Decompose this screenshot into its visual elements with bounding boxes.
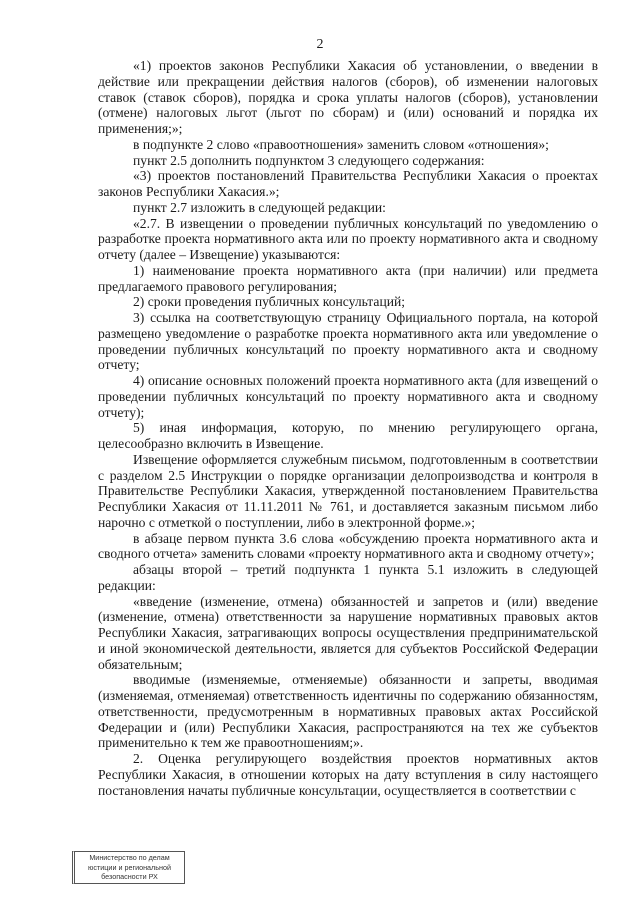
paragraph: в абзаце первом пункта 3.6 слова «обсуждению проекта нормативного акта и сводного отчета» заменить словами «проекту нормативного акта и сводному отчету»; <box>98 530 598 562</box>
paragraph: пункт 2.7 изложить в следующей редакции: <box>133 199 386 215</box>
paragraph: пункт 2.5 дополнить подпунктом 3 следующего содержания: <box>133 152 485 168</box>
paragraph: «3) проектов постановлений Правительства Республики Хакасия о проектах законов Республики Хакасия.»; <box>98 168 598 199</box>
ministry-stamp <box>72 851 185 884</box>
paragraph: «1) проектов законов Республики Хакасия об установлении, о введении в действие или прекращении действия налогов (сборов), об изменении налоговых ставок (ставок сборов), порядка и срока уплаты налогов (сборов), установлении (отмене) налоговых льгот (льгот по сборам) и (или) оснований и порядка их применения;»; <box>98 58 598 136</box>
page-number: 2 <box>316 37 324 52</box>
paragraph: 5) иная информация, которую, по мнению регулирующего органа, целесообразно включить в Извещение. <box>98 420 598 451</box>
paragraph: 1) наименование проекта нормативного акта (при наличии) или предмета предлагаемого правового регулирования; <box>98 262 598 294</box>
paragraph: «2.7. В извещении о проведении публичных консультаций по уведомлению о разработке проекта нормативного акта или по проекту нормативного акта и сводному отчету (далее – Извещение) указываются: <box>98 215 598 262</box>
paragraph: в подпункте 2 слово «правоотношения» заменить словом «отношения»; <box>133 136 549 152</box>
paragraph: 2) сроки проведения публичных консультаций; <box>133 294 406 310</box>
paragraph: Извещение оформляется служебным письмом, подготовленным в соответствии с разделом 2.5 Инструкции о порядке организации делопроизводства и контроля в Правительстве Республики Хакасия, утвержденной постановлением Правительства Республики Хакасия от 11.11.2011 № 761, и доставляется заказным письмом либо нарочно с отметкой о поступлении, либо в электронной форме.»; <box>98 451 598 530</box>
paragraph: 4) описание основных положений проекта нормативного акта (для извещений о проведении публичных консультаций по проекту нормативного акта и сводному отчету); <box>98 373 598 420</box>
stamp-line: Министерство по делам <box>89 853 170 862</box>
stamp-line: юстиции и региональной <box>88 862 171 872</box>
paragraph: вводимые (изменяемые, отменяемые) обязанности и запреты, вводимая (изменяемая, отменяемая) ответственность идентичны по содержанию обязанностям, ответственности, предусмотренным в нормативных правовых актах Российской Федерации и (или) Республики Хакасия, распространяются на тех же субъектов применительно к тем же правоотношениям;». <box>98 672 598 751</box>
paragraph: «введение (изменение, отмена) обязанностей и запретов и (или) введение (изменение, отмена) ответственности за нарушение нормативных правовых актов Республики Хакасия, затрагивающих вопросы осуществления предпринимательской и иной экономической деятельности, является для субъектов Российской Федерации обязательным; <box>98 593 598 672</box>
paragraph: абзацы второй – третий подпункта 1 пункта 5.1 изложить в следующей редакции: <box>98 562 598 593</box>
paragraph: 3) ссылка на соответствующую страницу Официального портала, на которой размещено уведомление о разработке проекта нормативного акта или уведомление о проведении публичных консультаций по проекту нормативного акта и сводному отчету; <box>98 310 598 373</box>
stamp-line: безопасности РХ <box>101 872 158 881</box>
document-body <box>98 58 598 798</box>
paragraph: 2. Оценка регулирующего воздействия проектов нормативных актов Республики Хакасия, в отношении которых на дату вступления в силу настоящего постановления начаты публичные консультации, осуществляется в соответствии с <box>98 751 598 798</box>
